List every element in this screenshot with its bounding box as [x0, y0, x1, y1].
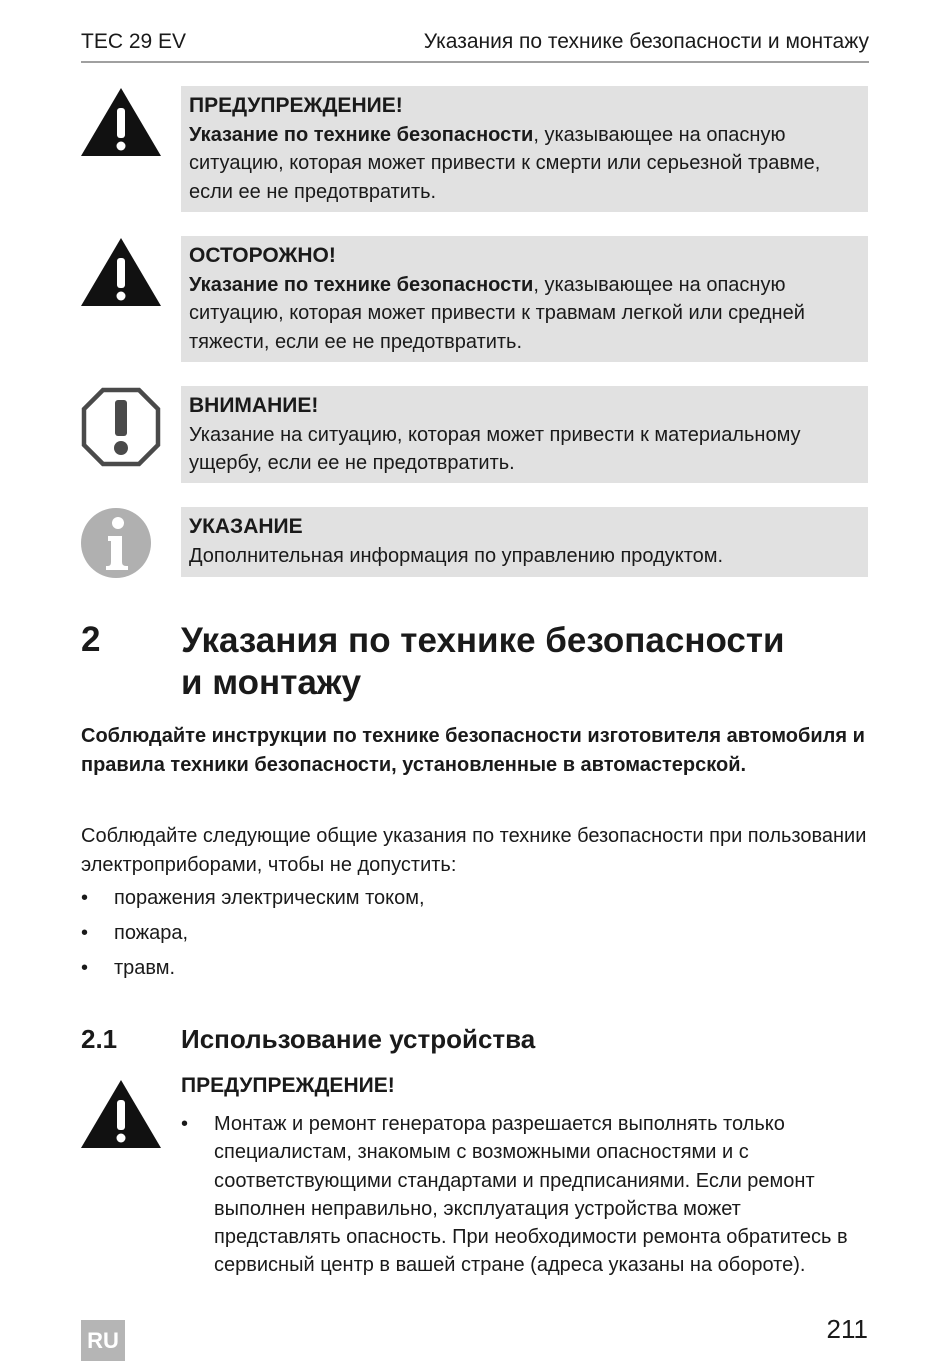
- warning-triangle-icon: [80, 236, 162, 318]
- info-circle-icon: [80, 506, 162, 588]
- warning-triangle-icon: [80, 1078, 162, 1160]
- list-item: • травм.: [81, 954, 871, 989]
- intro-paragraph: Соблюдайте следующие общие указания по технике безопасности при пользовании электроприборами, чтобы не допустить:: [81, 825, 867, 876]
- subsection-title: Использование устройства: [181, 1024, 536, 1054]
- page-header: [81, 30, 869, 63]
- notice-text: Дополнительная информация по управлению продуктом.: [189, 544, 724, 567]
- caution-notice: [181, 236, 868, 362]
- warning-triangle-icon: [80, 86, 162, 168]
- octagon-exclamation-icon: [80, 386, 162, 468]
- warning-notice: [181, 86, 868, 212]
- notice-title: ПРЕДУПРЕЖДЕНИЕ!: [189, 94, 403, 117]
- section-number: 2: [81, 620, 101, 659]
- warning-title: ПРЕДУПРЕЖДЕНИЕ!: [181, 1074, 395, 1097]
- notice-text: Указание на ситуацию, которая может привести к материальному ущербу, если ее не предотвратить.: [189, 423, 801, 474]
- notice-title: ОСТОРОЖНО!: [189, 244, 336, 267]
- subsection-number: 2.1: [81, 1024, 118, 1054]
- list-item: • пожара,: [81, 919, 871, 954]
- hazard-list: [81, 884, 871, 989]
- notice-title: УКАЗАНИЕ: [189, 515, 303, 538]
- model-name: TEC 29 EV: [81, 30, 187, 53]
- page-number: 211: [826, 1314, 868, 1344]
- notice-title: ВНИМАНИЕ!: [189, 394, 319, 417]
- warning-text: Монтаж и ремонт генератора разрешается выполнять только специалистам, знакомым с возможными опасностями и с соответствующими стандартами и предписаниями. Если ремонт выполнен неправильно, эксплуатация устройства может представлять опасность. При необходимости ремонта обратитесь в сервисный центр в вашей стране (адреса указаны на обороте).: [214, 1113, 848, 1277]
- header-title: Указания по технике безопасности и монтажу: [423, 30, 869, 53]
- lead-paragraph: Соблюдайте инструкции по технике безопасности изготовителя автомобиля и правила техники безопасности, установленные в автомастерской.: [81, 725, 865, 776]
- notice-text: Указание по технике безопасности, указывающее на опасную ситуацию, которая может привести к смерти или серьезной травме, если ее не предотвратить.: [189, 123, 821, 203]
- warning-text-block: • Монтаж и ремонт генератора разрешается выполнять только специалистам, знакомым с возможными опасностями и с соответствующими стандартами и предписаниями. Если ремонт выполнен неправильно, эксплуатация устройства может представлять опасность. При необходимости ремонта обратитесь в сервисный центр в вашей стране (адреса указаны на обороте).: [181, 1110, 871, 1280]
- section-title: Указания по технике безопасности и монтажу: [181, 621, 785, 702]
- info-notice: [181, 507, 868, 577]
- language-badge: RU: [81, 1320, 125, 1361]
- attention-notice: [181, 386, 868, 483]
- list-item: • поражения электрическим током,: [81, 884, 871, 919]
- notice-text: Указание по технике безопасности, указывающее на опасную ситуацию, которая может привести к травмам легкой или средней тяжести, если ее не предотвратить.: [189, 273, 805, 353]
